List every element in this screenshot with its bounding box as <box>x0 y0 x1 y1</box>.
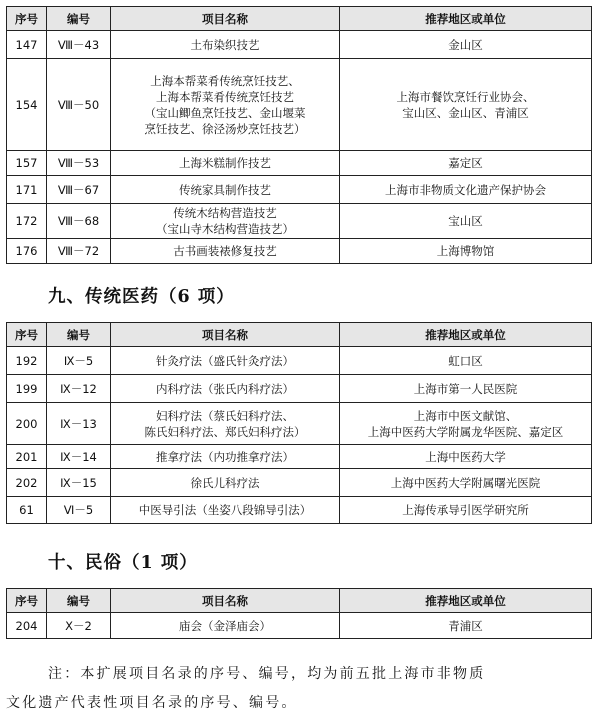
footnote-line-2: 文化遗产代表性项目名录的序号、编号。 <box>6 695 298 711</box>
header-name: 项目名称 <box>111 323 340 347</box>
cell-name-line: 传统家具制作技艺 <box>179 182 271 197</box>
cell-name <box>111 31 340 59</box>
cell-name-line: 中医导引法（坐姿八段锦导引法） <box>138 503 312 517</box>
header-unit: 推荐地区或单位 <box>340 7 592 31</box>
cell-code: Ⅷ－43 <box>47 31 111 59</box>
header-code: 编号 <box>47 323 111 347</box>
cell-no: 192 <box>7 347 47 375</box>
cell-code: Ⅷ－72 <box>47 239 111 264</box>
cell-name-line: 针灸疗法（盛氏针灸疗法） <box>156 353 294 368</box>
cell-code: Ⅸ－14 <box>47 445 111 469</box>
cell-no: 171 <box>7 176 47 204</box>
table-row <box>7 403 592 445</box>
cell-unit <box>340 176 592 204</box>
header-no: 序号 <box>7 323 47 347</box>
cell-code: Ⅷ－50 <box>47 59 111 151</box>
cell-code: Ⅸ－13 <box>47 403 111 445</box>
cell-code: Ⅸ－5 <box>47 347 111 375</box>
cell-name <box>111 403 340 445</box>
cell-code: Ⅵ－5 <box>47 497 111 524</box>
cell-no: 199 <box>7 375 47 403</box>
table-header-row <box>7 589 592 613</box>
table-row <box>7 445 592 469</box>
cell-no: 172 <box>7 204 47 239</box>
cell-name-line: 古书画装裱修复技艺 <box>173 244 277 258</box>
cell-name <box>111 151 340 176</box>
cell-code: Ⅸ－12 <box>47 375 111 403</box>
header-unit: 推荐地区或单位 <box>340 589 592 613</box>
cell-unit <box>340 375 592 403</box>
cell-unit-line: 上海市餐饮烹饪行业协会、 <box>396 89 535 104</box>
table-row <box>7 59 592 151</box>
cell-no: 202 <box>7 469 47 497</box>
cell-name-line: 徐氏儿科疗法 <box>190 475 260 490</box>
table-row <box>7 469 592 497</box>
cell-unit-line: 上海中医药大学附属曙光医院 <box>390 475 541 490</box>
cell-unit <box>340 204 592 239</box>
cell-name <box>111 176 340 204</box>
cell-code: Ⅹ－2 <box>47 613 111 639</box>
table-row <box>7 239 592 264</box>
header-unit: 推荐地区或单位 <box>340 323 592 347</box>
cell-name <box>111 375 340 403</box>
table-medicine <box>6 322 592 524</box>
cell-unit-line: 上海中医药大学 <box>425 449 506 464</box>
cell-unit <box>340 347 592 375</box>
cell-name <box>111 469 340 497</box>
cell-unit-line: 金山区 <box>448 37 483 52</box>
cell-unit-line: 上海博物馆 <box>436 244 495 258</box>
cell-no: 201 <box>7 445 47 469</box>
cell-code: Ⅷ－53 <box>47 151 111 176</box>
cell-no: 200 <box>7 403 47 445</box>
cell-name-line: 土布染织技艺 <box>190 37 260 52</box>
cell-name <box>111 347 340 375</box>
cell-name <box>111 445 340 469</box>
table-row <box>7 375 592 403</box>
cell-unit-line: 青浦区 <box>448 618 483 633</box>
cell-unit <box>340 239 592 264</box>
header-no: 序号 <box>7 7 47 31</box>
cell-name-line: 妇科疗法（蔡氏妇科疗法、 <box>156 408 294 423</box>
cell-name-line: 传统木结构营造技艺 <box>173 206 277 220</box>
cell-unit <box>340 445 592 469</box>
table-row <box>7 347 592 375</box>
cell-name <box>111 59 340 151</box>
cell-unit-line: 上海市第一人民医院 <box>413 381 518 396</box>
cell-no: 61 <box>7 497 47 524</box>
cell-unit-line: 上海传承导引医学研究所 <box>402 503 529 517</box>
footnote-line-1: 注：本扩展项目名录的序号、编号，均为前五批上海市非物质 <box>48 666 486 682</box>
cell-name-line: 烹饪技艺、徐泾汤炒烹饪技艺） <box>144 121 306 136</box>
cell-unit-line: 上海市非物质文化遗产保护协会 <box>385 182 546 197</box>
cell-unit <box>340 613 592 639</box>
cell-unit-line: 宝山区、金山区、青浦区 <box>402 105 529 120</box>
table-folk-custom <box>6 588 592 639</box>
cell-code: Ⅷ－67 <box>47 176 111 204</box>
cell-unit <box>340 497 592 524</box>
table-row <box>7 176 592 204</box>
cell-name-line: 推拿疗法（内功推拿疗法） <box>156 449 294 464</box>
cell-name-line: 上海米糕制作技艺 <box>179 156 271 170</box>
table-crafts <box>6 6 592 264</box>
cell-name-line: （宝山鲫鱼烹饪技艺、金山堰菜 <box>144 105 306 120</box>
header-code: 编号 <box>47 7 111 31</box>
cell-code: Ⅷ－68 <box>47 204 111 239</box>
section-title-medicine: 九、传统医药（6 项） <box>48 287 235 307</box>
header-code: 编号 <box>47 589 111 613</box>
cell-no: 176 <box>7 239 47 264</box>
cell-name-line: 庙会（金泽庙会） <box>179 618 271 633</box>
header-name: 项目名称 <box>111 7 340 31</box>
cell-no: 154 <box>7 59 47 151</box>
cell-name-line: 上海本帮菜肴传统烹饪技艺、 <box>150 73 300 88</box>
cell-unit-line: 嘉定区 <box>448 156 483 170</box>
cell-no: 147 <box>7 31 47 59</box>
table-row <box>7 613 592 639</box>
cell-name-line: 陈氏妇科疗法、郑氏妇科疗法） <box>144 424 306 439</box>
cell-name <box>111 239 340 264</box>
header-name: 项目名称 <box>111 589 340 613</box>
cell-unit <box>340 403 592 445</box>
cell-name <box>111 204 340 239</box>
cell-no: 204 <box>7 613 47 639</box>
cell-unit-line: 虹口区 <box>448 353 483 368</box>
cell-name-line: 内科疗法（张氏内科疗法） <box>156 381 294 396</box>
table-header-row <box>7 7 592 31</box>
cell-unit <box>340 31 592 59</box>
cell-unit <box>340 469 592 497</box>
cell-unit-line: 宝山区 <box>448 214 483 228</box>
table-row <box>7 497 592 524</box>
cell-unit <box>340 151 592 176</box>
table-header-row <box>7 323 592 347</box>
cell-unit-line: 上海市中医文献馆、 <box>413 408 518 423</box>
cell-no: 157 <box>7 151 47 176</box>
cell-code: Ⅸ－15 <box>47 469 111 497</box>
cell-name <box>111 613 340 639</box>
cell-unit <box>340 59 592 151</box>
table-row <box>7 31 592 59</box>
cell-name-line: 上海本帮菜肴传统烹饪技艺 <box>156 89 294 104</box>
table-row <box>7 151 592 176</box>
footnote <box>6 660 591 718</box>
cell-unit-line: 上海中医药大学附属龙华医院、嘉定区 <box>367 424 564 439</box>
header-no: 序号 <box>7 589 47 613</box>
cell-name-line: （宝山寺木结构营造技艺） <box>156 222 294 236</box>
table-row <box>7 204 592 239</box>
section-title-folk-custom: 十、民俗（1 项） <box>48 553 198 573</box>
cell-name <box>111 497 340 524</box>
